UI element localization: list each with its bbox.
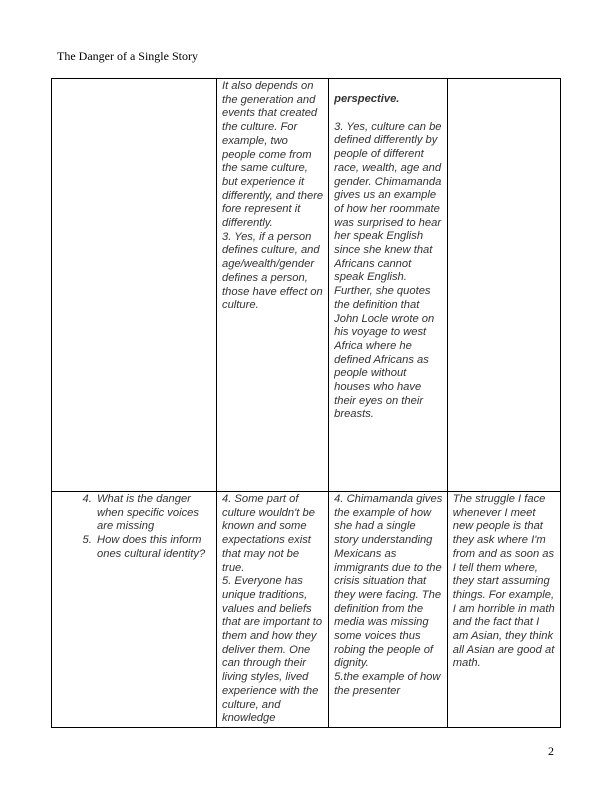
- response-table: [51, 78, 561, 728]
- question-list: [57, 493, 212, 562]
- cell-text: It also depends on the generation and events that created the culture. For example, two people come from the same culture, but experience it differently, and there fore represent it differently. 3. Yes, if a person defines culture, and age/wealth/gender defines a person, those have effect on culture.: [221, 80, 324, 312]
- question-item: 5. How does this inform ones cultural identity?: [95, 534, 212, 561]
- table-row: [52, 492, 561, 728]
- table-cell: [329, 79, 448, 492]
- question-item: 4. What is the danger when specific voices are missing: [95, 493, 212, 534]
- cell-text: 4. Some part of culture wouldn't be known and some expectations exist that may not be true. 5. Everyone has unique traditions, values and beliefs that are important to them and how they deliver them. One can through their living styles, lived experience with the culture, and knowledge: [221, 493, 323, 725]
- cell-text: The struggle I face whenever I meet new people is that they ask where I'm from and as soon as I tell them where, they start assuming things. For example, I am horrible in math and the fact that I am Asian, they think all Asian are good at math.: [452, 493, 555, 670]
- cell-text: 3. Yes, culture can be defined differently by people of different race, wealth, age and gender. Chimamanda gives us an example of how her roommate was surprised to hear her speak English since she knew that Africans cannot speak English. Further, she quotes the definition that John Locle wrote on his voyage to west Africa where he defined Africans as people without houses who have their eyes on their breasts.: [334, 120, 442, 421]
- table-row: [52, 79, 561, 492]
- table-cell: [447, 492, 560, 728]
- table-cell: [216, 79, 328, 492]
- cell-text: 4. Chimamanda gives the example of how she had a single story understanding Mexicans as immigrants due to the crisis situation that they were facing. The definition from the media was missing some voices thus robing the people of dignity. 5.the example of how the presenter: [334, 493, 443, 697]
- cell-bold-text: perspective.: [334, 93, 400, 105]
- table-cell: [52, 492, 217, 728]
- table-cell: [329, 492, 448, 728]
- table-cell-empty: [447, 79, 560, 492]
- running-header-title: The Danger of a Single Story: [57, 49, 198, 63]
- table-cell-empty: [52, 79, 217, 492]
- table-cell: [216, 492, 328, 728]
- page-number: 2: [548, 744, 554, 758]
